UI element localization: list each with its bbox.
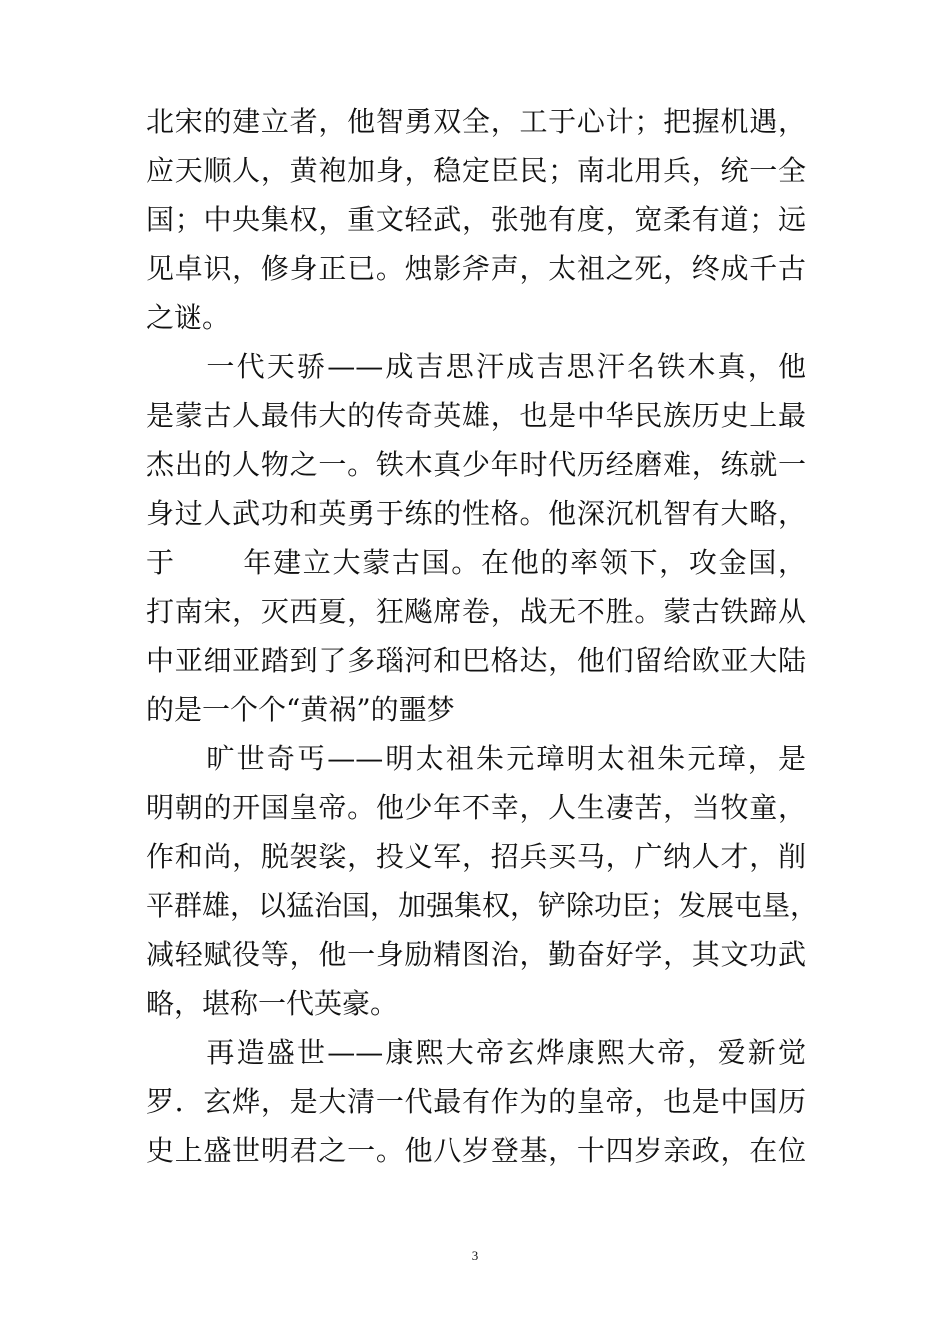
text-line: 北宋的建立者，他智勇双全，工于心计；把握机遇，: [146, 105, 806, 138]
text-line: 中亚细亚踏到了多瑙河和巴格达，他们留给欧亚大陆: [146, 644, 806, 677]
text-line: 平群雄，以猛治国，加强集权，铲除功臣；发展屯垦，: [146, 889, 819, 922]
text-line: 之谜。: [146, 301, 231, 334]
text-line: 杰出的人物之一。铁木真少年时代历经磨难，练就一: [146, 448, 806, 481]
text-line: 再造盛世——康熙大帝玄烨康熙大帝，爱新觉: [146, 1036, 806, 1069]
text-line: 国；中央集权，重文轻武，张弛有度，宽柔有道；远: [146, 203, 806, 236]
page-number: 3: [471, 1248, 479, 1263]
text-line: 作和尚，脱袈裟，投义军，招兵买马，广纳人才，削: [146, 840, 806, 873]
text-segment: 于: [146, 546, 176, 579]
text-line: 略，堪称一代英豪。: [146, 987, 399, 1020]
text-line: 应天顺人，黄袍加身，稳定臣民；南北用兵，统一全: [146, 154, 806, 187]
body-text: [146, 97, 819, 1175]
text-line: 的是一个个“黄祸”的噩梦: [146, 693, 455, 726]
text-line: 见卓识，修身正已。烛影斧声，太祖之死，终成千古: [146, 252, 806, 285]
text-segment: 年建立大蒙古国。在他的率领下，攻金国，: [241, 546, 806, 579]
text-line: 旷世奇丐——明太祖朱元璋明太祖朱元璋，是: [146, 742, 806, 775]
text-line: 减轻赋役等，他一身励精图治，勤奋好学，其文功武: [146, 938, 806, 971]
text-line: 史上盛世明君之一。他八岁登基，十四岁亲政，在位: [146, 1134, 806, 1167]
text-line: 是蒙古人最伟大的传奇英雄，也是中华民族历史上最: [146, 399, 806, 432]
text-line: 一代天骄——成吉思汗成吉思汗名铁木真，他: [146, 350, 806, 383]
text-line: 打南宋，灭西夏，狂飚席卷，战无不胜。蒙古铁蹄从: [146, 595, 806, 628]
text-line: [146, 538, 806, 587]
text-line: 明朝的开国皇帝。他少年不幸，人生凄苦，当牧童，: [146, 791, 806, 824]
text-line: 罗．玄烨，是大清一代最有作为的皇帝，也是中国历: [146, 1085, 806, 1118]
text-line: 身过人武功和英勇于练的性格。他深沉机智有大略，: [146, 497, 806, 530]
